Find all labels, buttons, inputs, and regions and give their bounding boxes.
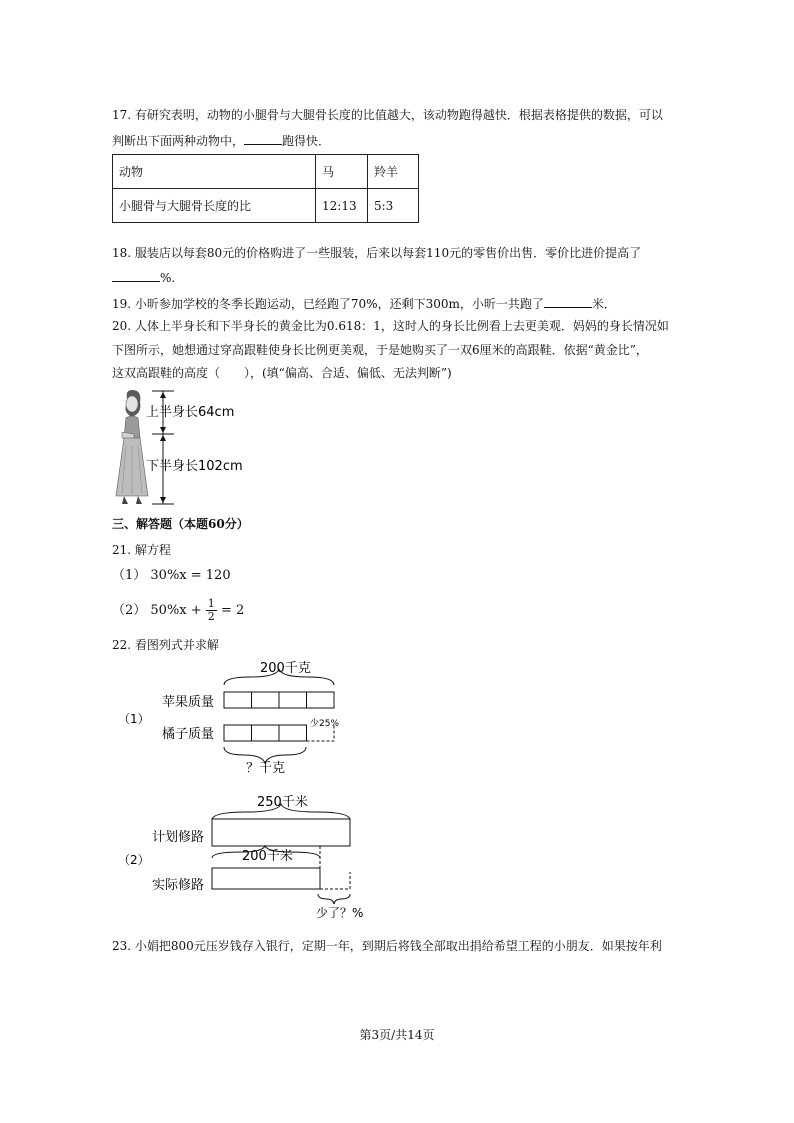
table-cell: 羚羊 bbox=[368, 155, 419, 189]
page-number: 第3页/共14页 bbox=[359, 1028, 435, 1042]
actual-bar bbox=[212, 868, 320, 889]
diagram2-top-label: 250千米 bbox=[257, 795, 308, 810]
q17-line2-text-a: 判断出下面两种动物中， bbox=[112, 134, 245, 148]
diagram2-number: （2） bbox=[118, 853, 150, 867]
table-cell: 5:3 bbox=[368, 189, 419, 223]
table-row bbox=[113, 155, 419, 189]
table-cell: 马 bbox=[316, 155, 368, 189]
section-title: 三、解答题（本题60分） bbox=[112, 517, 249, 531]
diagram1-bottom-label: ？千克 bbox=[246, 761, 286, 776]
q20-figure bbox=[112, 388, 262, 510]
q18-line2 bbox=[112, 268, 175, 287]
fraction-numerator: 1 bbox=[207, 597, 215, 610]
q21-title: 21. 解方程 bbox=[112, 543, 171, 557]
less-label: 少25% bbox=[310, 719, 340, 729]
diagram2-bottom-label: 少了？% bbox=[316, 906, 364, 920]
q19-answer-blank bbox=[544, 294, 592, 308]
actual-missing-part bbox=[320, 872, 350, 889]
q18-line1: 18. 服装店以每套80元的价格购进了一些服装，后来以每套110元的零售价出售．零价比进价提高了 bbox=[112, 246, 642, 260]
table-cell: 动物 bbox=[113, 155, 316, 189]
fraction-denominator: 2 bbox=[207, 610, 215, 623]
apple-row-label: 苹果质量 bbox=[162, 695, 215, 710]
lower-length-label: 下半身长102cm bbox=[146, 459, 243, 474]
q18-answer-blank bbox=[112, 268, 160, 282]
diagram1-number: （1） bbox=[118, 712, 150, 726]
q21-equation-1: （1） 30%x = 120 bbox=[112, 568, 231, 583]
upper-length-label: 上半身长64cm bbox=[146, 405, 235, 420]
q19-text-a: 19. 小昕参加学校的冬季长跑运动，已经跑了70%，还剩下300m，小昕一共跑了 bbox=[112, 297, 544, 311]
table-cell: 12:13 bbox=[316, 189, 368, 223]
q22-diagram-2 bbox=[112, 790, 412, 922]
q19-text-b: 米． bbox=[591, 297, 616, 311]
q17-line2-text-b: 跑得快． bbox=[282, 134, 331, 148]
q20-line1: 20. 人体上半身长和下半身长的黄金比为0.618：1，这时人的身长比例看上去更美观．妈妈的身长情况如 bbox=[112, 319, 669, 333]
q18-line2-text: %. bbox=[160, 271, 176, 285]
woman-figure-icon bbox=[116, 390, 148, 504]
fraction bbox=[206, 598, 217, 623]
q17-table bbox=[112, 154, 419, 223]
q17-line2 bbox=[112, 131, 330, 150]
plan-bar bbox=[212, 819, 350, 846]
q17-line1: 17. 有研究表明，动物的小腿骨与大腿骨长度的比值越大，该动物跑得越快．根据表格提供的数据，可以 bbox=[112, 108, 663, 122]
q21-equation-2 bbox=[112, 598, 244, 623]
q22-diagram-1 bbox=[112, 655, 392, 780]
orange-row-label: 橘子质量 bbox=[162, 727, 215, 742]
plan-row-label: 计划修路 bbox=[152, 830, 205, 845]
orange-bar bbox=[224, 725, 307, 741]
q20-line3: 这双高跟鞋的高度（ ），(填“偏高、合适、偏低、无法判断”) bbox=[112, 366, 452, 380]
q19-line bbox=[112, 294, 616, 313]
table-row bbox=[113, 189, 419, 223]
q23-line1: 23. 小娟把800元压岁钱存入银行，定期一年，到期后将钱全部取出捐给希望工程的小朋友．如果按年利 bbox=[112, 939, 662, 953]
table-cell: 小腿骨与大腿骨长度的比 bbox=[113, 189, 316, 223]
actual-row-label: 实际修路 bbox=[152, 878, 205, 893]
diagram2-mid-label: 200千米 bbox=[242, 849, 293, 864]
diagram1-top-label: 200千克 bbox=[260, 661, 311, 676]
q22-title: 22. 看图列式并求解 bbox=[112, 638, 219, 652]
q20-line2: 下图所示，她想通过穿高跟鞋使身长比例更美观，于是她购买了一双6厘米的高跟鞋．依据“黄金比”， bbox=[112, 343, 648, 357]
bottom-brace bbox=[318, 894, 350, 904]
eq2-left: （2） 50%x + bbox=[112, 603, 202, 618]
eq2-right: = 2 bbox=[220, 603, 245, 618]
q17-answer-blank bbox=[244, 131, 282, 145]
